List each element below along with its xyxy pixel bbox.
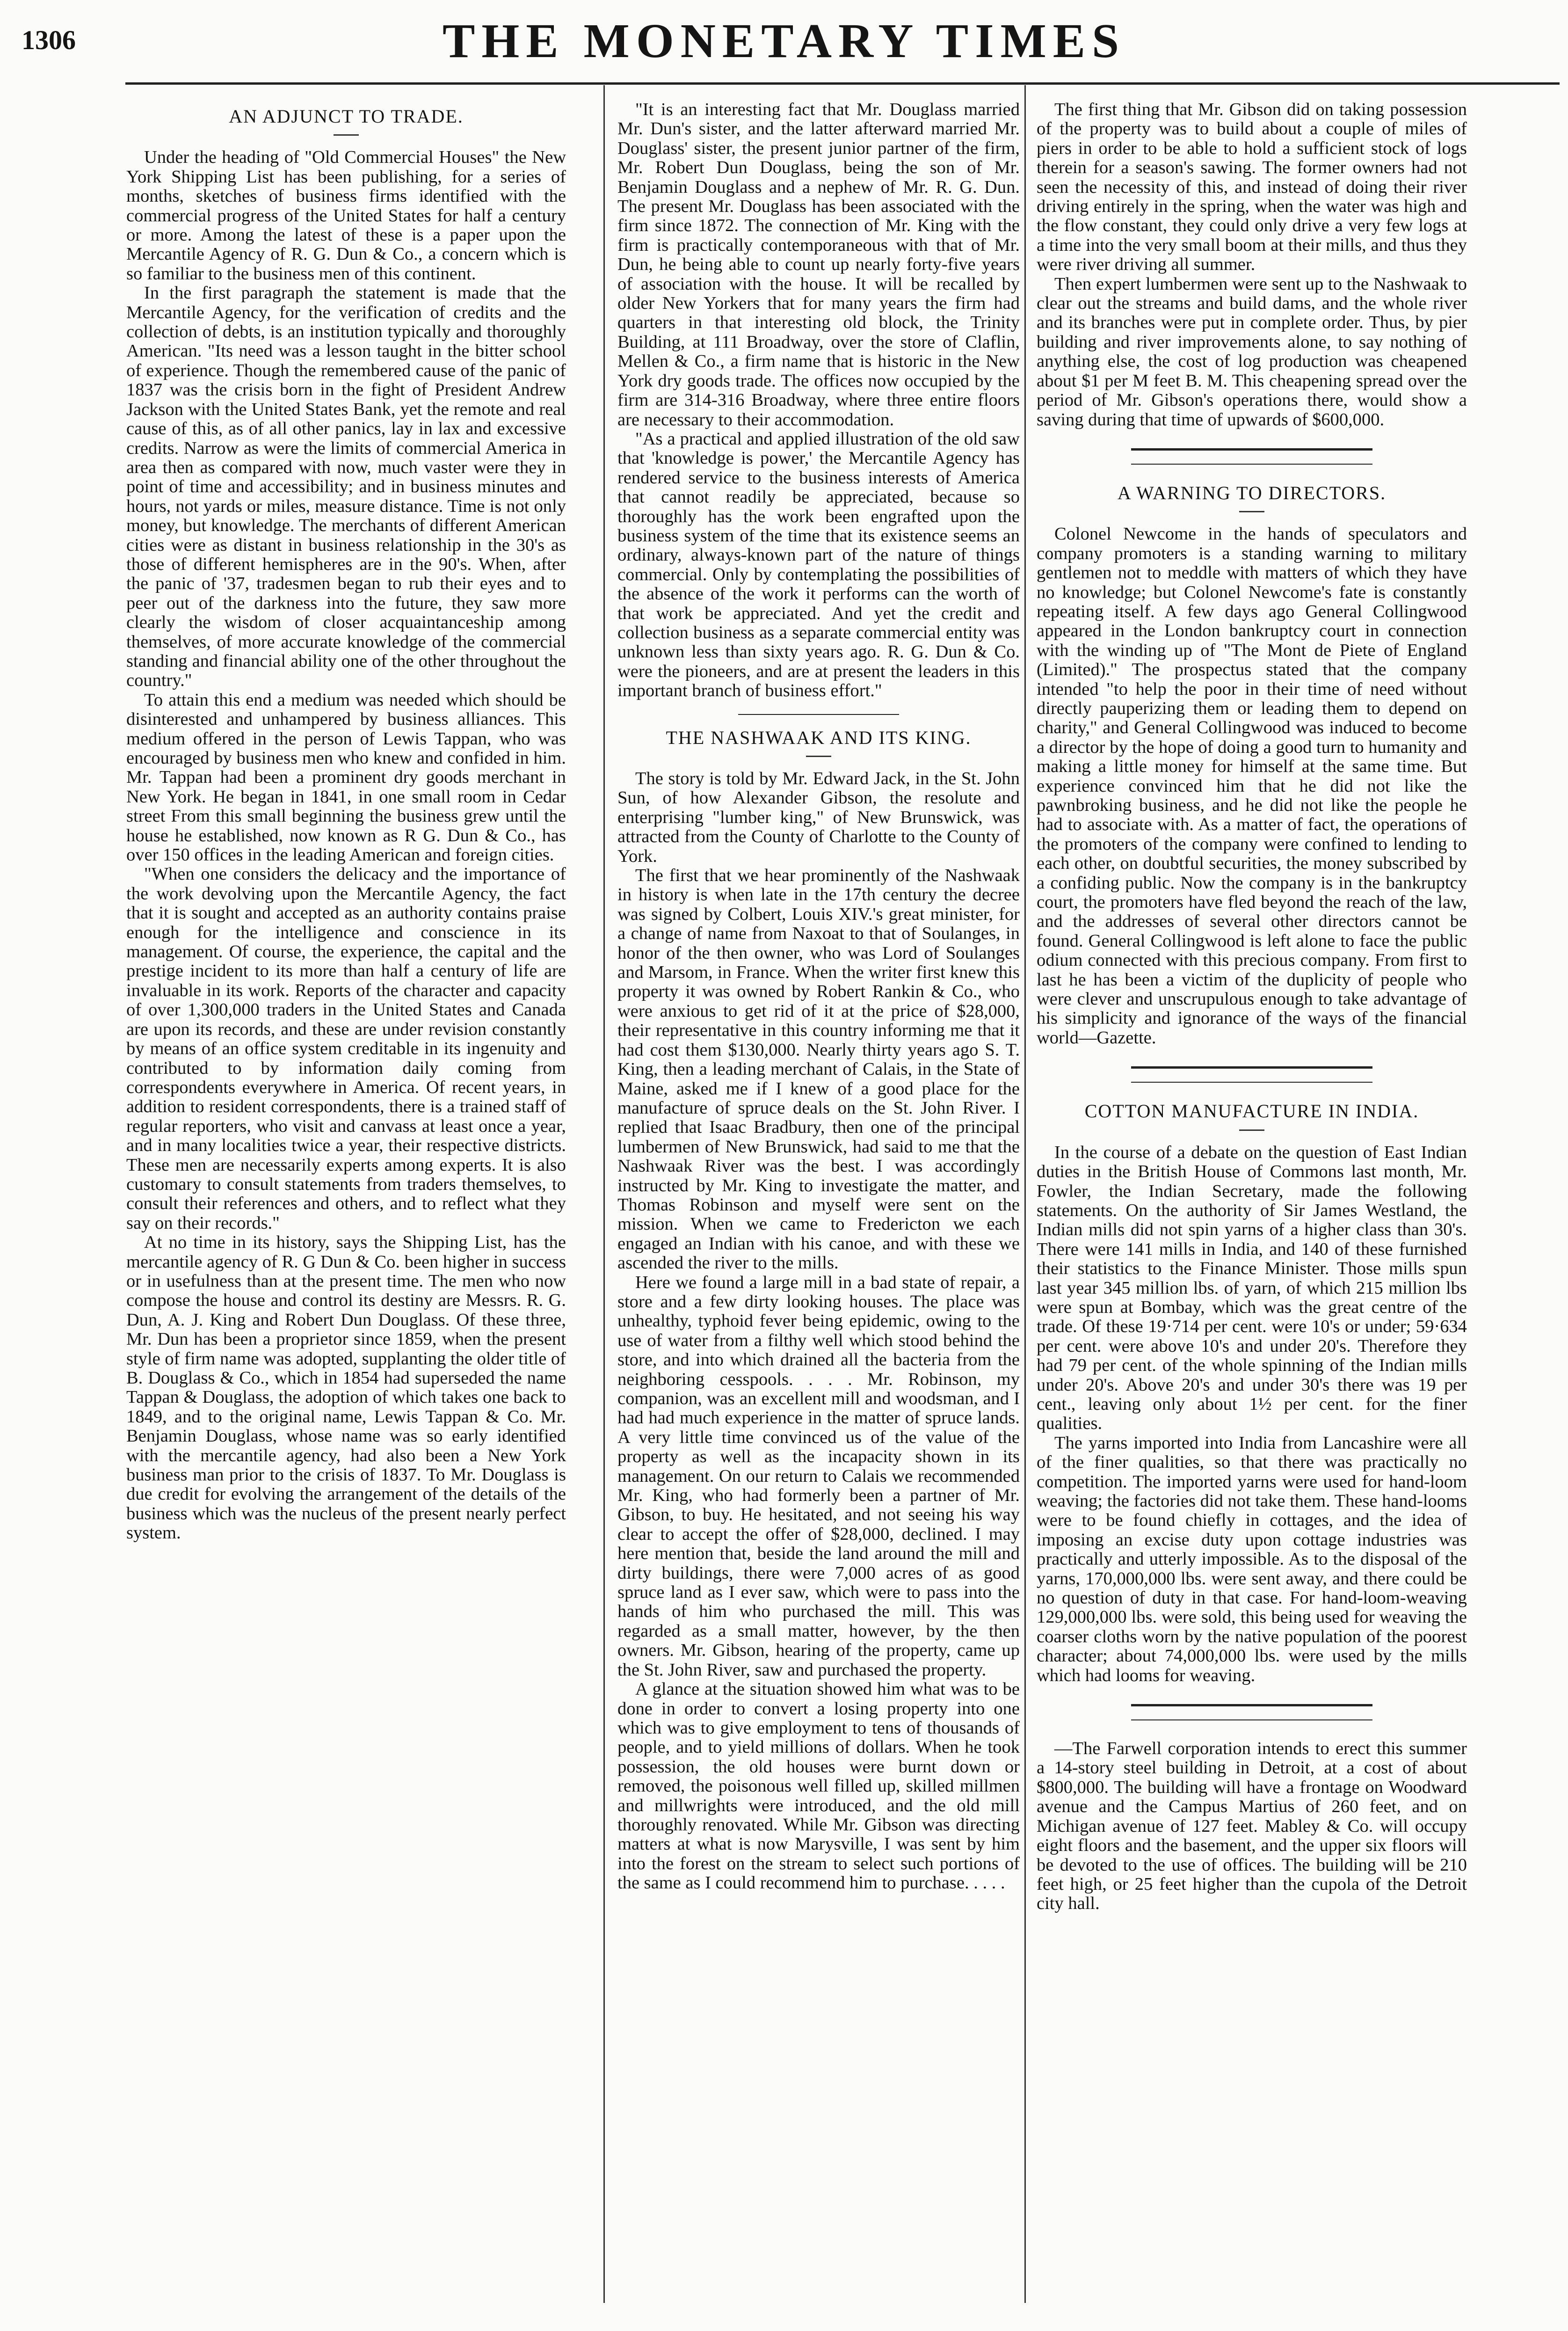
paragraph: "When one considers the delicacy and the importance of the work devolving upon the Mercantile Agency, the fact that it is sought and accepted as an authority contains praise enough for the intelligence and conscience in its management. Of course, the experience, the capital and the prestige incident to its more than half a century of life are invaluable in its work. Reports of the character and capacity of over 1,300,000 traders in the United States and Canada are upon its records, and these are under revision constantly by means of an office system creditable in its ingenuity and contributed to by information daily coming from correspondents everywhere in America. Of recent years, in addition to resident correspondents, there is a trained staff of regular reporters, who visit and canvass at least once a year, and in many localities twice a year, their respective districts. These men are necessarily experts among experts. It is also customary to consult statements from traders themselves, to consult their references and others, and to reflect what they say on their records." xyxy=(126,864,566,1233)
article-title: COTTON MANUFACTURE IN INDIA. xyxy=(1084,1100,1419,1122)
masthead-title: THE MONETARY TIMES xyxy=(443,14,1125,68)
article-title: THE NASHWAAK AND ITS KING. xyxy=(666,727,972,748)
title-underline xyxy=(334,134,359,136)
title-underline xyxy=(1239,1129,1264,1131)
paragraph: The yarns imported into India from Lancashire were all of the finer qualities, so that there was practically no competition. The imported yarns were used for hand-loom weaving; the factories did not take them. These hand-looms were to be found chiefly in cottages, and the idea of imposing an excise duty upon cottage industries was practically and utterly impossible. As to the disposal of the yarns, 170,000,000 lbs. were sent away, and there could be no question of duty in that case. For hand-loom-weaving 129,000,000 lbs. were sold, this being used for weaving the coarser cloths worn by the native population of the poorest character; about 74,000,000 lbs. were used by the mills which had looms for weaving. xyxy=(1037,1433,1467,1685)
paragraph: In the first paragraph the statement is made that the Mercantile Agency, for the verification of credits and the collection of debts, is an institution typically and thoroughly American. "Its need was a lesson taught in the bitter school of experience. Though the remembered cause of the panic of 1837 was the crisis born in the fight of President Andrew Jackson with the United States Bank, yet the remote and real cause of this, as of all other panics, lay in lax and excessive credits. Narrow as were the limits of commercial America in area then as compared with now, much vaster were they in point of time and accessibility; and in business minutes and hours, not yards or miles, measure distance. Time is not only money, but knowledge. The merchants of different American cities were as distant in business relationship in the 30's as those of different hemispheres are in the 90's. When, after the panic of '37, tradesmen began to rub their eyes and to peer out of the darkness into the future, they saw more clearly the wisdom of closer acquaintanceship among themselves, of more accurate knowledge of the commercial standing and financial ability one of the other throughout the country." xyxy=(126,283,566,691)
top-rule xyxy=(125,82,1560,85)
paragraph: Colonel Newcome in the hands of speculators and company promoters is a standing warning to military gentlemen not to meddle with matters of which they have no knowledge; but Colonel Newcome's fate is constantly repeating itself. A few days ago General Collingwood appeared in the London bankruptcy court in connection with the winding up of "The Mont de Piete of England (Limited)." The prospectus stated that the company intended "to help the poor in their time of need without directly pauperizing them or leading them to depend on charity," and General Collingwood was induced to become a director by the hope of doing a good turn to humanity and making a little money for himself at the same time. But experience convinced him that he did not like the pawnbroking business, and he did not like the people he had to associate with. As a matter of fact, the operations of the promoters of the company were confined to lending to each other, on doubtful securities, the money subscribed by a confiding public. Now the company is in the bankruptcy court, the promoters have fled beyond the reach of the law, and the addresses of several other directors cannot be found. General Collingwood is left alone to face the public odium connected with this precious company. From first to last he has been a victim of the duplicity of people who were clever and unscrupulous enough to take advantage of his simplicity and ignorance of the ways of the financial world—Gazette. xyxy=(1037,524,1467,1048)
separator xyxy=(1131,448,1372,465)
paragraph: Here we found a large mill in a bad state of repair, a store and a few dirty looking houses. The place was unhealthy, typhoid fever being epidemic, owing to the use of water from a filthy well which stood behind the store, and into which drained all the bacteria from the neighboring cesspools. . . . Mr. Robinson, my companion, was an excellent mill and woodsman, and I had had much experience in the matter of spruce lands. A very little time convinced us of the value of the property as well as the incapacity shown in its management. On our return to Calais we recommended Mr. King, who had formerly been a partner of Mr. Gibson, to buy. He hesitated, and not seeing his way clear to accept the offer of $28,000, declined. I may here mention that, beside the land around the mill and dirty buildings, there were 7,000 acres of as good spruce land as I ever saw, which were to pass into the hands of him who purchased the mill. This was regarded as a small matter, however, by the then owners. Mr. Gibson, hearing of the property, came up the St. John River, saw and purchased the property. xyxy=(617,1272,1020,1680)
separator xyxy=(1131,1704,1372,1720)
paragraph: A glance at the situation showed him what was to be done in order to convert a losing property into one which was to give employment to tens of thousands of people, and to yield millions of dollars. When he took possession, the old houses were burnt down or removed, the poisonous well filled up, skilled millmen and millwrights were introduced, and the old mill thoroughly renovated. While Mr. Gibson was directing matters at what is now Marysville, I was sent by him into the forest on the stream to select such portions of the same as I could recommend him to purchase. . . . . xyxy=(617,1679,1020,1893)
column-divider xyxy=(603,85,605,2303)
title-underline xyxy=(1239,511,1264,512)
paragraph: At no time in its history, says the Shipping List, has the mercantile agency of R. G Dun & Co. been higher in success or in usefulness than at the present time. The men who now compose the house and control its destiny are Messrs. R. G. Dun, A. J. King and Robert Dun Douglass. Of these three, Mr. Dun has been a proprietor since 1859, when the present style of firm name was adopted, supplanting the older title of B. Douglass & Co., which in 1854 had superseded the name Tappan & Douglass, the adoption of which takes one back to 1849, and to the original name, Lewis Tappan & Co. Mr. Benjamin Douglass, whose name was so early identified with the mercantile agency, had also been a New York business man prior to the crisis of 1837. To Mr. Douglass is due credit for evolving the arrangement of the details of the business which was the nucleus of the present nearly perfect system. xyxy=(126,1232,566,1543)
paragraph: "As a practical and applied illustration of the old saw that 'knowledge is power,' the Mercantile Agency has rendered service to the business interests of America that cannot readily be appreciated, because so thoroughly has the work been engrafted upon the business system of the time that its existence seems an ordinary, always-known part of the nature of things commercial. Only by contemplating the possibilities of the absence of the work it performs can the worth of that work be appreciated. And yet the credit and collection business as a separate commercial entity was unknown less than sixty years ago. R. G. Dun & Co. were the pioneers, and are at present the leaders in this important branch of business effort." xyxy=(617,429,1020,701)
paragraph: —The Farwell corporation intends to erect this summer a 14-story steel building in Detroit, at a cost of about $800,000. The building will have a frontage on Woodward avenue and the Campus Martius of 260 feet, and on Michigan avenue of 127 feet. Mabley & Co. will occupy eight floors and the basement, and the upper six floors will be devoted to the use of offices. The building will be 210 feet high, or 25 feet higher than the cupola of the Detroit city hall. xyxy=(1037,1739,1467,1914)
article-title: AN ADJUNCT TO TRADE. xyxy=(229,106,464,127)
paragraph: In the course of a debate on the question of East Indian duties in the British House of Commons last month, Mr. Fowler, the Indian Secretary, made the following statements. On the authority of Sir James Westland, the Indian mills did not spin yarns of a higher class than 30's. There were 141 mills in India, and 140 of these furnished their statistics to the Finance Minister. Those mills spun last year 345 million lbs. of yarn, of which 215 million lbs were spun at Bombay, which was the great centre of the trade. Of these 19·714 per cent. were 10's or under; 59·634 per cent. were above 10's and under 20's. Therefore they had 79 per cent. of the whole spinning of the Indian mills under 20's. Above 20's and under 30's there was 19 per cent., leaving only about 1½ per cent. for the finer qualities. xyxy=(1037,1142,1467,1434)
paragraph: To attain this end a medium was needed which should be disinterested and unhampered by business alliances. This medium offered in the person of Lewis Tappan, who was encouraged by business men who knew and confided in him. Mr. Tappan had been a prominent dry goods merchant in New York. He began in 1841, in one small room in Cedar street From this small beginning the business grew until the house he established, now known as R G. Dun & Co., has over 150 offices in the leading American and foreign cities. xyxy=(126,690,566,865)
separator xyxy=(738,714,899,715)
column-2 xyxy=(617,100,1020,1893)
paragraph: "It is an interesting fact that Mr. Douglass married Mr. Dun's sister, and the latter afterward married Mr. Douglass' sister, the present junior partner of the firm, Mr. Robert Dun Douglass, being the son of Mr. Benjamin Douglass and a nephew of Mr. R. G. Dun. The present Mr. Douglass has been associated with the firm since 1872. The connection of Mr. King with the firm is practically contemporaneous with that of Mr. Dun, he being able to count up nearly forty-five years of association with the house. It will be recalled by older New Yorkers that for many years the firm had quarters in that interesting old block, the Trinity Building, at 111 Broadway, over the store of Claflin, Mellen & Co., a firm name that is historic in the New York dry goods trade. The offices now occupied by the firm are 314-316 Broadway, where three entire floors are necessary to their accommodation. xyxy=(617,100,1020,430)
article-title: A WARNING TO DIRECTORS. xyxy=(1117,482,1387,503)
paragraph: Then expert lumbermen were sent up to the Nashwaak to clear out the streams and build dams, and the whole river and its branches were put in complete order. Thus, by pier building and river improvements alone, to say nothing of anything else, the cost of log production was cheapened about $1 per M feet B. M. This cheapening spread over the period of Mr. Gibson's operations there, would show a saving during that time of upwards of $600,000. xyxy=(1037,274,1467,430)
title-underline xyxy=(806,756,831,757)
column-3 xyxy=(1037,100,1467,1914)
separator xyxy=(1131,1066,1372,1083)
paragraph: The story is told by Mr. Edward Jack, in the St. John Sun, of how Alexander Gibson, the resolute and enterprising "lumber king," of New Brunswick, was attracted from the County of Charlotte to the County of York. xyxy=(617,769,1020,866)
paragraph: The first that we hear prominently of the Nashwaak in history is when late in the 17th century the decree was signed by Colbert, Louis XIV.'s great minister, for a change of name from Naxoat to that of Soulanges, in honor of the then owner, who was Lord of Soulanges and Marsom, in France. When the writer first knew this property it was owned by Robert Rankin & Co., who were anxious to get rid of it at the price of $28,000, their representative in this country informing me that it had cost them $130,000. Nearly thirty years ago S. T. King, then a leading merchant of Calais, in the State of Maine, asked me if I knew of a good place for the manufacture of spruce deals on the St. John River. I replied that Isaac Bradbury, then one of the principal lumbermen of New Brunswick, had said to me that the Nashwaak River was the best. I was accordingly instructed by Mr. King to investigate the matter, and Thomas Robinson and myself were sent on the mission. When we came to Fredericton we each engaged an Indian with his canoe, and with these we ascended the river to the mills. xyxy=(617,866,1020,1273)
page-number: 1306 xyxy=(22,25,76,55)
column-1 xyxy=(126,100,566,1543)
paragraph: Under the heading of "Old Commercial Houses" the New York Shipping List has been publishing, for a series of months, sketches of business firms identified with the commercial progress of the United States for half a century or more. Among the latest of these is a paper upon the Mercantile Agency of R. G. Dun & Co., a concern which is so familiar to the business men of this continent. xyxy=(126,147,566,284)
column-divider xyxy=(1024,85,1026,2303)
paragraph: The first thing that Mr. Gibson did on taking possession of the property was to build about a couple of miles of piers in order to be able to hold a sufficient stock of logs therein for a season's sawing. The former owners had not seen the necessity of this, and instead of doing their river driving entirely in the spring, when the water was high and the flow constant, they could only drive a very few logs at a time into the very small boom at their mills, and thus they were river driving all summer. xyxy=(1037,100,1467,275)
